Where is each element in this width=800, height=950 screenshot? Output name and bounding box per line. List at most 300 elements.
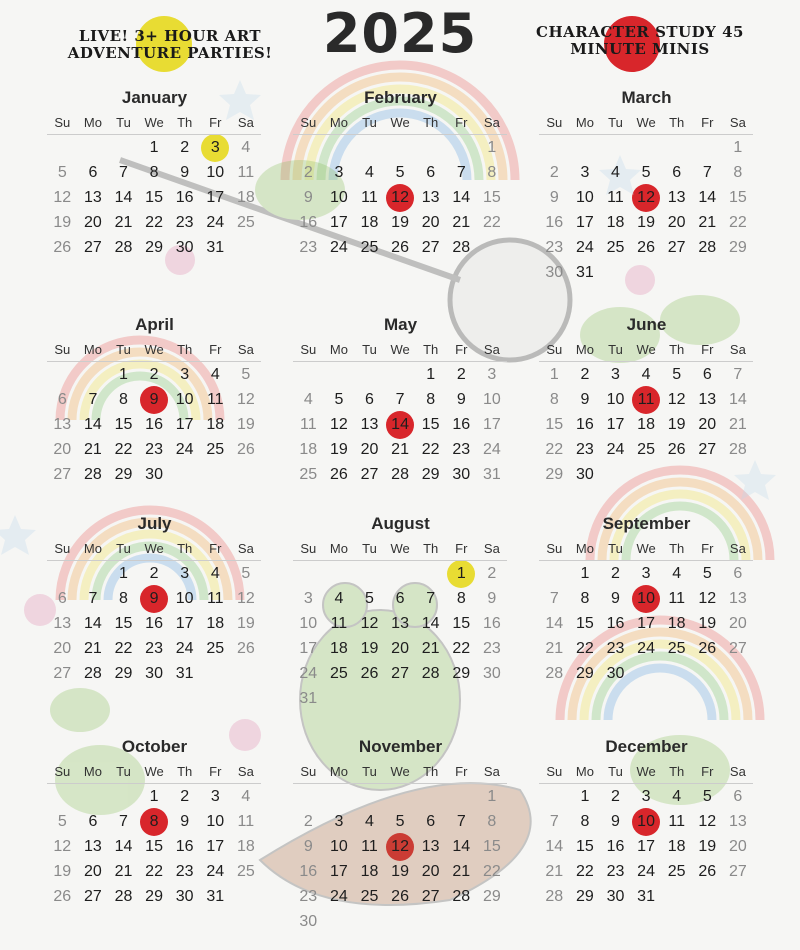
day-cell: 10 <box>175 391 194 408</box>
day-cell: 3 <box>180 565 190 582</box>
empty-day-cell <box>354 784 385 809</box>
month-grid <box>539 761 754 909</box>
day-cell: 30 <box>299 913 318 930</box>
day-cell: 26 <box>698 863 717 880</box>
empty-day-cell <box>78 135 109 160</box>
day-cell: 5 <box>702 788 712 805</box>
empty-day-cell <box>354 135 385 160</box>
empty-day-cell <box>385 784 416 809</box>
day-cell: 21 <box>728 416 747 433</box>
empty-day-cell <box>539 561 570 586</box>
day-cell: 25 <box>206 441 225 458</box>
weekday-header: Tu <box>354 538 385 561</box>
weekday-header: Su <box>539 538 570 561</box>
day-cell: 30 <box>175 888 194 905</box>
month-name: October <box>121 737 188 756</box>
weekday-header: Tu <box>108 112 139 135</box>
empty-day-cell <box>600 135 631 160</box>
day-cell: 2 <box>456 366 466 383</box>
weekday-header: Mo <box>570 339 601 362</box>
weekday-header: Su <box>293 538 324 561</box>
weekday-header: Sa <box>723 339 754 362</box>
day-cell: 25 <box>360 888 379 905</box>
day-cell: 22 <box>482 863 501 880</box>
weekday-header: Su <box>47 112 78 135</box>
month-december <box>539 737 754 909</box>
highlighted-day-red: 10 <box>631 809 662 834</box>
weekday-header: We <box>385 339 416 362</box>
month-name: September <box>602 514 691 533</box>
day-cell: 29 <box>145 239 163 256</box>
day-cell: 3 <box>641 788 651 805</box>
day-cell: 24 <box>329 888 348 905</box>
empty-day-cell <box>293 362 324 387</box>
day-cell: 19 <box>360 640 379 657</box>
day-cell: 26 <box>667 441 686 458</box>
highlighted-day-yellow: 1 <box>446 561 477 586</box>
day-cell: 23 <box>175 863 194 880</box>
day-cell: 29 <box>728 239 747 256</box>
day-cell: 26 <box>236 640 255 657</box>
weekday-header: We <box>385 761 416 784</box>
day-cell: 25 <box>206 640 225 657</box>
day-cell: 5 <box>672 366 682 383</box>
day-cell: 9 <box>180 813 190 830</box>
day-cell: 27 <box>83 888 102 905</box>
month-grid <box>47 761 262 909</box>
day-cell: 21 <box>698 214 717 231</box>
day-cell: 8 <box>487 813 497 830</box>
weekday-header: Mo <box>78 761 109 784</box>
day-cell: 14 <box>545 838 564 855</box>
day-cell: 25 <box>236 863 255 880</box>
day-cell: 11 <box>668 813 685 830</box>
day-cell: 16 <box>482 615 501 632</box>
weekday-header: Sa <box>723 761 754 784</box>
weekday-header: Tu <box>108 339 139 362</box>
day-cell: 25 <box>360 239 379 256</box>
day-cell: 14 <box>114 189 133 206</box>
day-cell: 23 <box>606 640 625 657</box>
empty-day-cell <box>324 784 355 809</box>
day-cell: 7 <box>395 391 405 408</box>
weekday-header: Sa <box>231 761 262 784</box>
empty-day-cell <box>47 135 78 160</box>
day-cell: 27 <box>360 466 379 483</box>
day-cell: 13 <box>728 590 747 607</box>
day-cell: 31 <box>175 665 194 682</box>
empty-day-cell <box>354 362 385 387</box>
day-cell: 27 <box>391 665 409 682</box>
day-cell: 12 <box>667 391 686 408</box>
day-cell: 17 <box>482 416 501 433</box>
day-cell: 5 <box>641 164 651 181</box>
day-cell: 25 <box>299 466 318 483</box>
day-cell: 5 <box>57 813 67 830</box>
day-cell: 22 <box>575 863 594 880</box>
day-cell: 17 <box>175 416 194 433</box>
day-cell: 2 <box>303 164 313 181</box>
day-cell: 15 <box>575 615 594 632</box>
day-cell: 19 <box>53 214 72 231</box>
day-cell: 2 <box>180 139 190 156</box>
day-cell: 18 <box>637 416 655 433</box>
day-cell: 3 <box>180 366 190 383</box>
weekday-header: Th <box>169 112 200 135</box>
day-cell: 19 <box>329 441 348 458</box>
highlighted-day-red: 11 <box>631 387 662 412</box>
weekday-header: Fr <box>692 339 723 362</box>
day-cell: 22 <box>728 214 747 231</box>
day-cell: 4 <box>241 788 251 805</box>
day-cell: 15 <box>114 416 133 433</box>
highlighted-day-red: 10 <box>631 586 662 611</box>
weekday-header: Mo <box>324 112 355 135</box>
weekday-header: Tu <box>600 761 631 784</box>
day-cell: 30 <box>175 239 194 256</box>
day-cell: 17 <box>329 214 348 231</box>
month-name: June <box>626 315 667 334</box>
weekday-header: Tu <box>354 339 385 362</box>
day-cell: 27 <box>53 665 72 682</box>
day-cell: 8 <box>119 391 128 408</box>
weekday-header: Th <box>415 339 446 362</box>
weekday-header: Su <box>293 761 324 784</box>
weekday-header: Sa <box>723 538 754 561</box>
day-cell: 31 <box>299 690 318 707</box>
month-name: March <box>621 88 672 107</box>
weekday-header: Fr <box>446 761 477 784</box>
day-cell: 9 <box>611 813 620 830</box>
month-grid <box>539 538 754 686</box>
day-cell: 7 <box>702 164 712 181</box>
day-cell: 17 <box>637 838 655 855</box>
day-cell: 3 <box>334 164 344 181</box>
day-cell: 16 <box>452 416 471 433</box>
day-cell: 22 <box>575 640 594 657</box>
day-cell: 15 <box>482 838 501 855</box>
day-cell: 25 <box>667 863 686 880</box>
day-cell: 25 <box>236 214 255 231</box>
day-cell: 1 <box>119 366 128 383</box>
day-cell: 7 <box>733 366 743 383</box>
day-cell: 10 <box>575 189 594 206</box>
day-cell: 18 <box>360 863 379 880</box>
day-cell: 27 <box>421 888 440 905</box>
day-cell: 11 <box>668 590 685 607</box>
day-cell: 23 <box>482 640 501 657</box>
day-cell: 29 <box>575 888 594 905</box>
day-cell: 20 <box>83 214 102 231</box>
day-cell: 17 <box>299 640 318 657</box>
day-cell: 20 <box>360 441 379 458</box>
day-cell: 11 <box>607 189 624 206</box>
day-cell: 2 <box>303 813 313 830</box>
promo-right-text: CHARACTER STUDY 45 MINUTE MINIS <box>536 23 744 58</box>
month-grid <box>47 538 262 686</box>
empty-day-cell <box>324 561 355 586</box>
day-cell: 12 <box>53 838 72 855</box>
day-cell: 24 <box>637 863 655 880</box>
day-cell: 17 <box>575 214 594 231</box>
day-cell: 21 <box>83 441 102 458</box>
day-cell: 28 <box>421 665 440 682</box>
day-cell: 14 <box>83 416 102 433</box>
day-cell: 29 <box>482 888 501 905</box>
day-cell: 1 <box>119 565 128 582</box>
day-cell: 14 <box>452 189 471 206</box>
day-cell: 9 <box>487 590 497 607</box>
year-title: 2025 <box>322 2 478 65</box>
month-grid <box>293 339 508 487</box>
day-cell: 20 <box>728 615 747 632</box>
day-cell: 2 <box>611 788 620 805</box>
day-cell: 18 <box>236 838 255 855</box>
empty-day-cell <box>108 784 139 809</box>
day-cell: 3 <box>303 590 313 607</box>
day-cell: 7 <box>426 590 436 607</box>
weekday-header: Sa <box>231 339 262 362</box>
day-cell: 27 <box>83 239 102 256</box>
day-cell: 10 <box>482 391 501 408</box>
weekday-header: Tu <box>108 761 139 784</box>
day-cell: 26 <box>391 888 409 905</box>
weekday-header: Su <box>47 761 78 784</box>
day-cell: 27 <box>53 466 72 483</box>
day-cell: 9 <box>303 838 313 855</box>
day-cell: 28 <box>728 441 747 458</box>
day-cell: 8 <box>733 164 743 181</box>
day-cell: 6 <box>395 590 405 607</box>
day-cell: 6 <box>88 164 98 181</box>
weekday-header: Fr <box>446 112 477 135</box>
day-cell: 13 <box>667 189 686 206</box>
day-cell: 20 <box>728 838 747 855</box>
day-cell: 29 <box>114 665 133 682</box>
day-cell: 20 <box>421 214 440 231</box>
day-cell: 19 <box>637 214 655 231</box>
day-cell: 29 <box>145 888 163 905</box>
day-cell: 25 <box>329 665 348 682</box>
empty-day-cell <box>446 135 477 160</box>
day-cell: 4 <box>334 590 344 607</box>
day-cell: 16 <box>175 838 194 855</box>
month-march <box>539 88 754 285</box>
day-cell: 4 <box>303 391 313 408</box>
month-july <box>47 514 262 686</box>
weekday-header: Tu <box>108 538 139 561</box>
weekday-header: Su <box>47 538 78 561</box>
day-cell: 14 <box>452 838 471 855</box>
day-cell: 16 <box>545 214 564 231</box>
day-cell: 5 <box>57 164 67 181</box>
day-cell: 19 <box>698 838 717 855</box>
weekday-header: Sa <box>477 761 508 784</box>
day-cell: 14 <box>421 615 440 632</box>
day-cell: 22 <box>114 640 133 657</box>
weekday-header: We <box>631 538 662 561</box>
weekday-header: Tu <box>600 339 631 362</box>
day-cell: 10 <box>206 164 225 181</box>
month-april <box>47 315 262 487</box>
empty-day-cell <box>293 135 324 160</box>
day-cell: 21 <box>545 640 564 657</box>
day-cell: 10 <box>175 590 194 607</box>
weekday-header: Su <box>293 112 324 135</box>
day-cell: 24 <box>175 640 194 657</box>
day-cell: 19 <box>236 615 255 632</box>
day-cell: 11 <box>206 391 224 408</box>
day-cell: 17 <box>206 189 225 206</box>
day-cell: 18 <box>236 189 255 206</box>
day-cell: 26 <box>53 239 72 256</box>
day-cell: 2 <box>611 565 620 582</box>
day-cell: 2 <box>549 164 559 181</box>
day-cell: 4 <box>241 139 251 156</box>
day-cell: 1 <box>580 565 590 582</box>
weekday-header: Fr <box>692 538 723 561</box>
day-cell: 21 <box>452 214 471 231</box>
day-cell: 23 <box>575 441 594 458</box>
day-cell: 3 <box>641 565 651 582</box>
weekday-header: Tu <box>600 112 631 135</box>
weekday-header: We <box>631 339 662 362</box>
day-cell: 11 <box>330 615 348 632</box>
weekday-header: We <box>139 761 170 784</box>
day-cell: 6 <box>57 590 67 607</box>
day-cell: 19 <box>667 416 686 433</box>
weekday-header: Su <box>539 112 570 135</box>
day-cell: 13 <box>728 813 747 830</box>
day-cell: 12 <box>360 615 379 632</box>
day-cell: 16 <box>606 615 625 632</box>
empty-day-cell <box>293 561 324 586</box>
day-cell: 13 <box>391 615 409 632</box>
day-cell: 6 <box>365 391 374 408</box>
day-cell: 20 <box>83 863 102 880</box>
day-cell: 6 <box>733 788 743 805</box>
empty-day-cell <box>385 561 416 586</box>
day-cell: 26 <box>698 640 717 657</box>
highlighted-day-red: 12 <box>631 185 662 210</box>
day-cell: 8 <box>119 590 128 607</box>
day-cell: 31 <box>575 264 594 281</box>
day-cell: 13 <box>83 189 102 206</box>
day-cell: 10 <box>329 838 348 855</box>
highlighted-day-red: 12 <box>385 834 416 859</box>
day-cell: 23 <box>606 863 625 880</box>
weekday-header: We <box>385 538 416 561</box>
weekday-header: Fr <box>200 761 231 784</box>
day-cell: 27 <box>698 441 717 458</box>
day-cell: 24 <box>329 239 348 256</box>
month-grid <box>293 761 508 934</box>
day-cell: 29 <box>575 665 594 682</box>
day-cell: 12 <box>236 590 255 607</box>
day-cell: 5 <box>241 565 251 582</box>
month-name: November <box>358 737 443 756</box>
day-cell: 30 <box>575 466 594 483</box>
day-cell: 21 <box>545 863 564 880</box>
month-name: May <box>383 315 418 334</box>
month-name: July <box>137 514 172 533</box>
day-cell: 3 <box>210 788 220 805</box>
empty-day-cell <box>539 135 570 160</box>
highlighted-day-red: 14 <box>385 412 416 437</box>
day-cell: 26 <box>329 466 348 483</box>
day-cell: 1 <box>149 139 159 156</box>
day-cell: 11 <box>237 813 255 830</box>
day-cell: 19 <box>391 863 409 880</box>
day-cell: 10 <box>206 813 225 830</box>
day-cell: 10 <box>329 189 348 206</box>
month-grid <box>539 339 754 487</box>
empty-day-cell <box>415 784 446 809</box>
day-cell: 1 <box>580 788 590 805</box>
weekday-header: Tu <box>354 761 385 784</box>
day-cell: 19 <box>698 615 717 632</box>
day-cell: 3 <box>580 164 590 181</box>
day-cell: 16 <box>299 214 318 231</box>
day-cell: 24 <box>206 863 225 880</box>
day-cell: 29 <box>114 466 133 483</box>
day-cell: 9 <box>303 189 313 206</box>
day-cell: 11 <box>206 590 224 607</box>
highlighted-day-red: 9 <box>139 387 170 412</box>
day-cell: 24 <box>637 640 655 657</box>
day-cell: 23 <box>175 214 194 231</box>
day-cell: 23 <box>145 640 163 657</box>
month-grid <box>293 112 508 260</box>
day-cell: 9 <box>580 391 590 408</box>
day-cell: 30 <box>606 888 625 905</box>
empty-day-cell <box>293 784 324 809</box>
day-cell: 15 <box>482 189 501 206</box>
empty-day-cell <box>415 135 446 160</box>
weekday-header: Th <box>661 339 692 362</box>
weekday-header: Th <box>169 339 200 362</box>
highlighted-day-red: 9 <box>139 586 170 611</box>
day-cell: 11 <box>299 416 317 433</box>
day-cell: 31 <box>206 888 225 905</box>
empty-day-cell <box>692 135 723 160</box>
weekday-header: Fr <box>200 112 231 135</box>
month-name: December <box>605 737 688 756</box>
month-may <box>293 315 508 487</box>
day-cell: 28 <box>698 239 717 256</box>
day-cell: 31 <box>482 466 501 483</box>
month-november <box>293 737 508 934</box>
weekday-header: Tu <box>600 538 631 561</box>
weekday-header: Su <box>539 761 570 784</box>
day-cell: 8 <box>149 164 159 181</box>
day-cell: 12 <box>236 391 255 408</box>
weekday-header: Mo <box>324 538 355 561</box>
day-cell: 23 <box>545 239 564 256</box>
day-cell: 6 <box>426 813 436 830</box>
empty-day-cell <box>385 362 416 387</box>
day-cell: 26 <box>53 888 72 905</box>
day-cell: 22 <box>452 640 471 657</box>
weekday-header: We <box>139 339 170 362</box>
month-name: February <box>364 88 437 107</box>
day-cell: 29 <box>452 665 471 682</box>
weekday-header: We <box>385 112 416 135</box>
day-cell: 7 <box>88 391 98 408</box>
month-february <box>293 88 508 260</box>
day-cell: 7 <box>119 813 128 830</box>
day-cell: 24 <box>299 665 318 682</box>
